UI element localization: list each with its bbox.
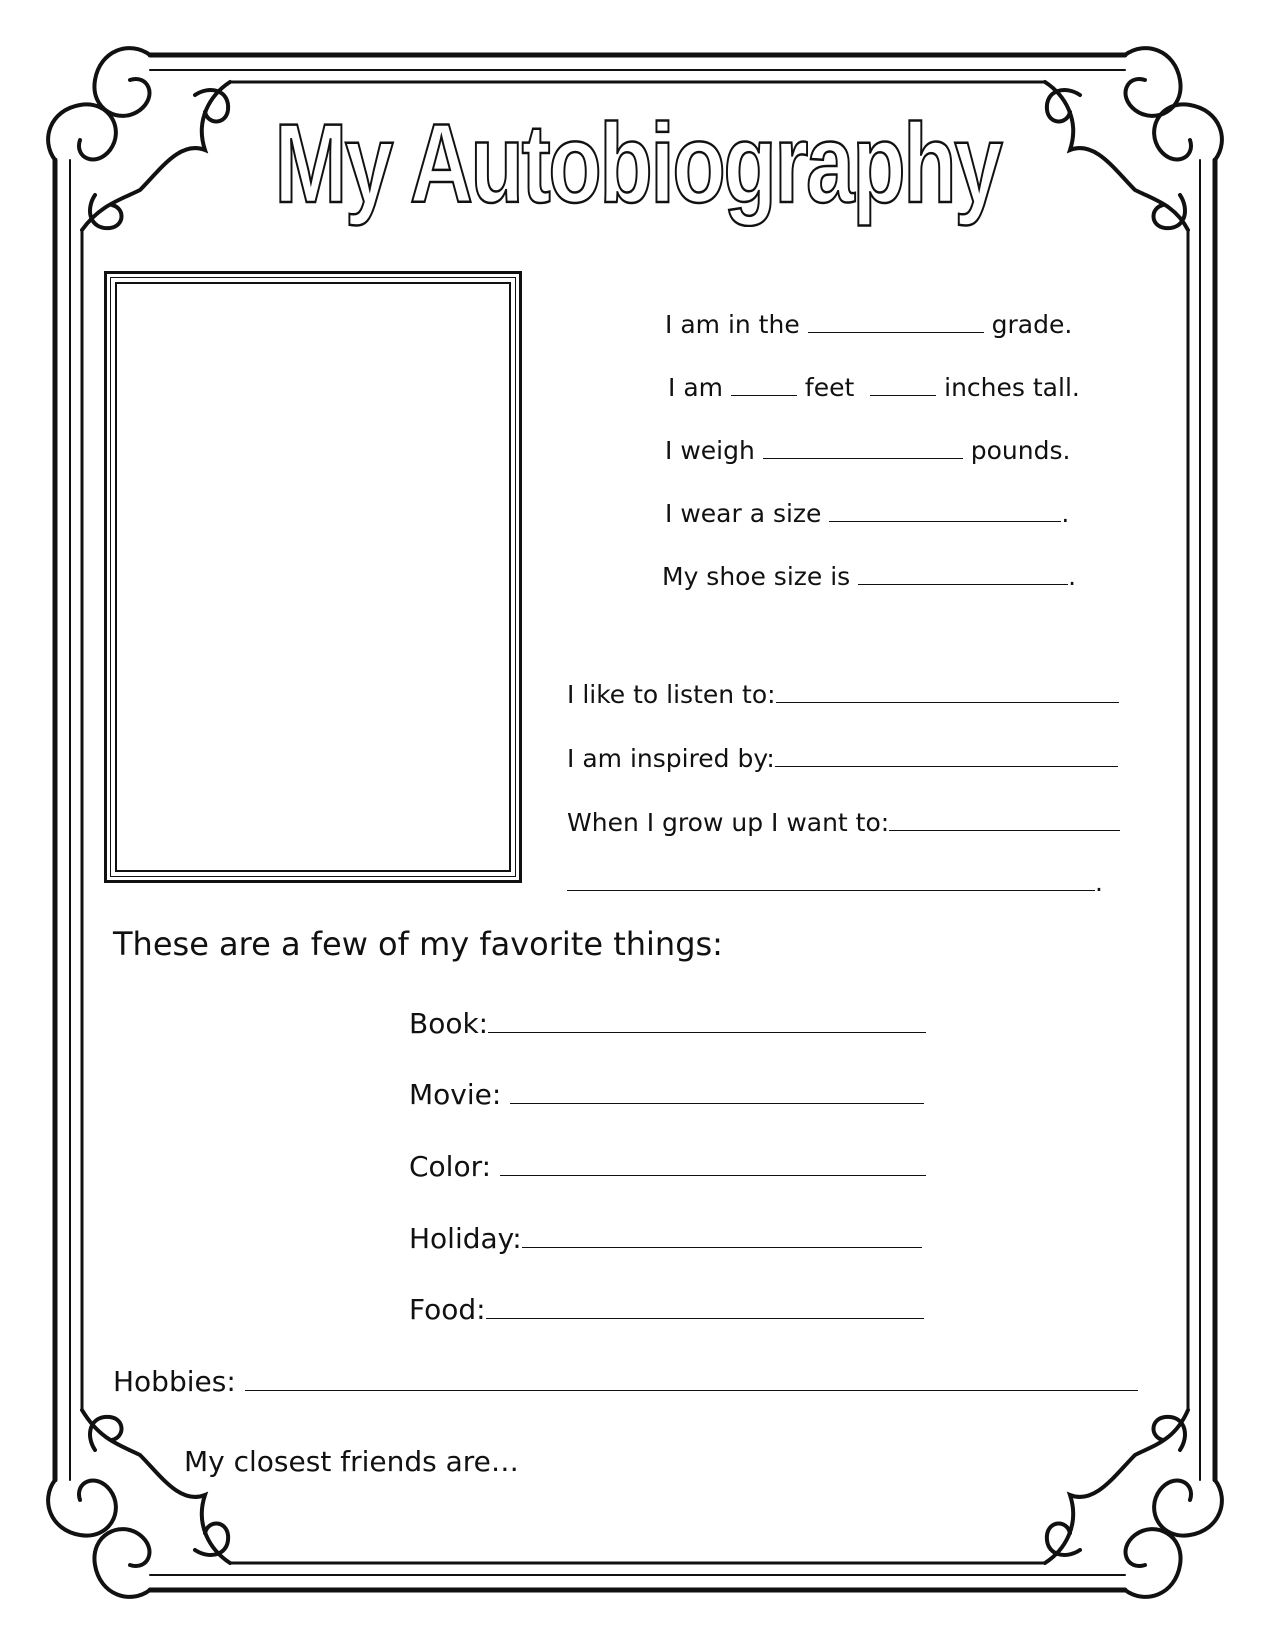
weight-prefix: I weigh (665, 436, 755, 465)
inspired-label: I am inspired by: (567, 744, 775, 773)
book-label: Book: (409, 1007, 489, 1040)
inches-blank[interactable] (870, 373, 936, 396)
inspired-blank[interactable] (775, 744, 1118, 767)
color-line (409, 1149, 926, 1184)
height-suffix: inches tall. (944, 373, 1080, 402)
hobbies-blank[interactable] (245, 1364, 1138, 1391)
grade-line (665, 310, 1072, 340)
book-blank[interactable] (488, 1006, 926, 1033)
holiday-line (409, 1221, 922, 1256)
grade-prefix: I am in the (665, 310, 800, 339)
friends-line (184, 1445, 519, 1479)
grade-blank[interactable] (808, 310, 984, 333)
friends-label: My closest friends are… (184, 1445, 519, 1478)
grow-up-label: When I grow up I want to: (567, 808, 890, 837)
favorites-heading: These are a few of my favorite things: (113, 925, 723, 963)
feet-blank[interactable] (731, 373, 797, 396)
size-line (665, 499, 1069, 529)
weight-line (665, 436, 1070, 466)
page-title: My Autobiography (274, 101, 1001, 226)
height-prefix: I am (668, 373, 723, 402)
weight-blank[interactable] (763, 436, 963, 459)
food-label: Food: (409, 1293, 486, 1326)
hobbies-label: Hobbies: (113, 1365, 236, 1398)
movie-line (409, 1077, 924, 1112)
shoe-blank[interactable] (858, 562, 1068, 585)
photo-box (104, 271, 522, 883)
food-blank[interactable] (486, 1292, 924, 1319)
listen-blank[interactable] (776, 680, 1119, 703)
shoe-suffix: . (1068, 562, 1077, 591)
holiday-label: Holiday: (409, 1222, 522, 1255)
grow-up-continuation-blank[interactable] (567, 868, 1095, 891)
book-line (409, 1006, 926, 1041)
size-prefix: I wear a size (665, 499, 822, 528)
grow-up-end: . (1095, 868, 1103, 897)
shoe-line (662, 562, 1076, 592)
grade-suffix: grade. (991, 310, 1073, 339)
grow-up-blank[interactable] (889, 808, 1120, 831)
grow-up-line (567, 808, 1120, 838)
listen-line (567, 680, 1119, 710)
grow-up-continuation-line (567, 868, 1103, 898)
height-feet-label: feet (804, 373, 855, 402)
size-blank[interactable] (829, 499, 1061, 522)
weight-suffix: pounds. (970, 436, 1071, 465)
color-blank[interactable] (500, 1149, 926, 1176)
hobbies-line (113, 1364, 1138, 1399)
color-label: Color: (409, 1150, 492, 1183)
shoe-prefix: My shoe size is (662, 562, 851, 591)
movie-label: Movie: (409, 1078, 502, 1111)
listen-label: I like to listen to: (567, 680, 776, 709)
food-line (409, 1292, 924, 1327)
movie-blank[interactable] (510, 1077, 924, 1104)
inspired-line (567, 744, 1118, 774)
holiday-blank[interactable] (522, 1221, 922, 1248)
size-suffix: . (1061, 499, 1070, 528)
height-line (668, 373, 1080, 403)
